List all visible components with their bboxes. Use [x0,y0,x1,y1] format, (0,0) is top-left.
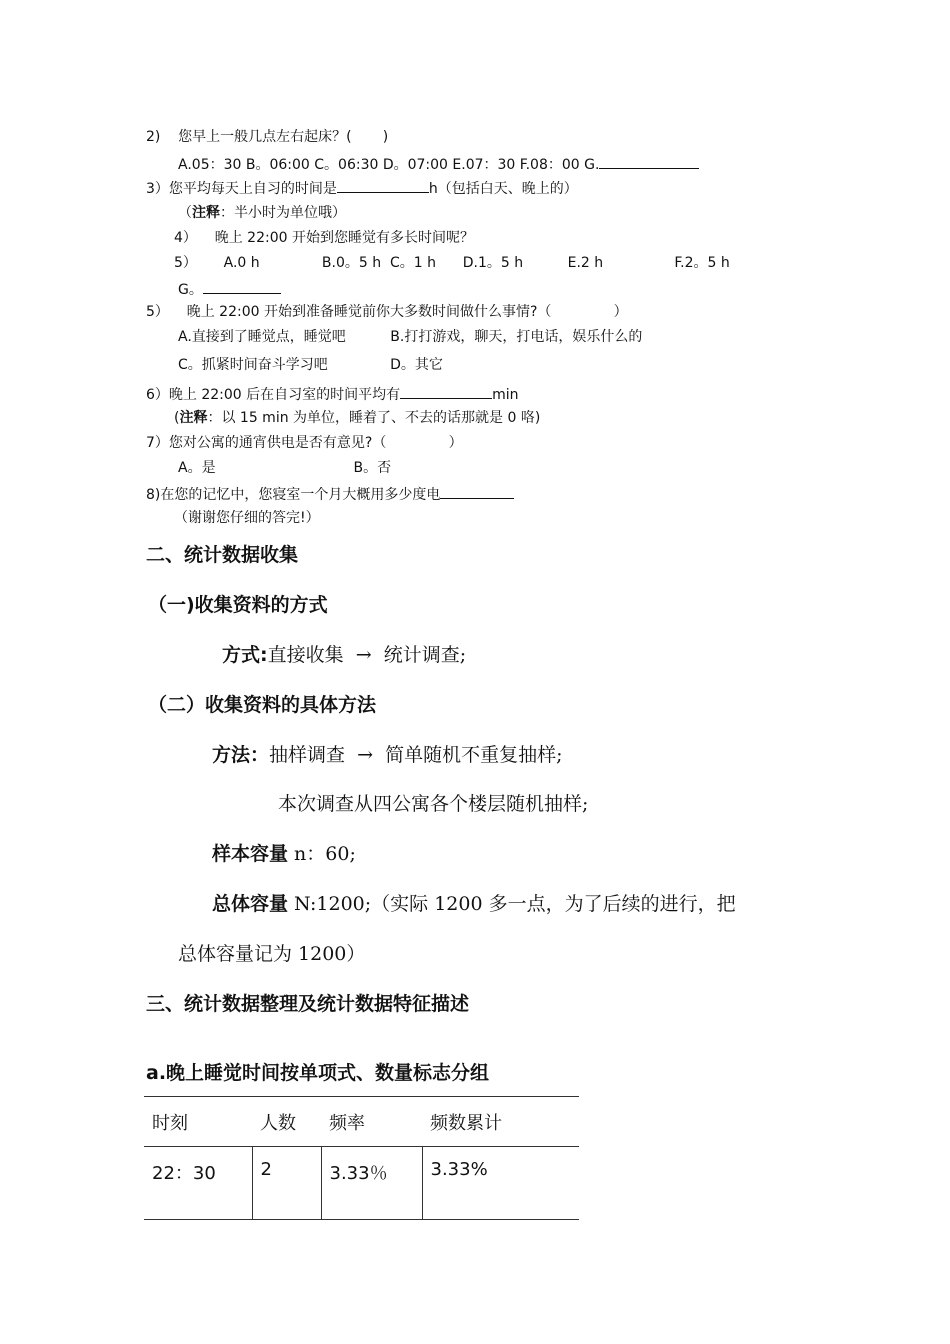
header-cumulative: 频数累计 [422,1097,579,1147]
section-3-title: 三、统计数据整理及统计数据特征描述 [146,993,470,1015]
question-4-option-g: G。 [178,279,281,299]
table-header-row [144,1097,579,1147]
question-4-options: 5） A.0 h B.0。5 h C。1 h D.1。5 h E.2 h F.2。5 h [174,255,730,271]
header-frequency: 频率 [321,1097,422,1147]
method-1: 方式:直接收集 → 统计调查; [222,644,467,666]
method-2-detail: 本次调查从四公寓各个楼层随机抽样; [278,793,589,815]
question-7: 7）您对公寓的通宵供电是否有意见?（ ） [146,435,463,451]
sample-size: 样本容量 n：60; [212,843,356,865]
question-2-options: A.05：30 B。06:00 C。06:30 D。07:00 E.07：30 F.08：00 G. [178,154,699,174]
table-row [144,1147,579,1220]
method-2: 方法：抽样调查 → 简单随机不重复抽样; [212,744,563,766]
question-5: 5） 晚上 22:00 开始到准备睡觉前你大多数时间做什么事情?（ ） [146,304,628,320]
header-time: 时刻 [144,1097,252,1147]
question-3: 3）您平均每天上自习的时间是 h（包括白天、晚上的） [146,178,578,198]
section-2-sub2: （二）收集资料的具体方法 [148,694,377,716]
cell-cumulative: 3.33% [422,1147,579,1220]
question-2: 2) 您早上一般几点左右起床？( ) [146,129,389,145]
question-6-note: (注释：以 15 min 为单位，睡着了、不去的话那就是 0 咯) [174,410,541,426]
question-6: 6）晚上 22:00 后在自习室的时间平均有 min [146,384,519,404]
question-8: 8)在您的记忆中，您寝室一个月大概用多少度电 [146,484,514,504]
cell-frequency: 3.33％ [321,1147,422,1220]
cell-count: 2 [252,1147,321,1220]
cell-time: 22：30 [144,1147,252,1220]
population-size-cont: 总体容量记为 1200） [178,943,366,965]
section-2-title: 二、统计数据收集 [146,544,299,566]
header-count: 人数 [252,1097,321,1147]
question-5-options-2: C。抓紧时间奋斗学习吧 D。其它 [178,357,443,373]
population-size: 总体容量 N:1200;（实际 1200 多一点，为了后续的进行，把 [212,893,736,915]
question-3-note: （注释：半小时为单位哦） [178,205,346,221]
section-2-sub1: （一)收集资料的方式 [148,594,328,616]
question-5-options-1: A.直接到了睡觉点，睡觉吧 B.打打游戏，聊天，打电话，娱乐什么的 [178,329,643,345]
frequency-table [144,1096,579,1220]
thanks-note: （谢谢您仔细的答完!） [174,510,320,526]
section-3-sub-a: a.晚上睡觉时间按单项式、数量标志分组 [146,1062,490,1084]
question-7-options: A。是 B。否 [178,460,392,476]
question-4: 4） 晚上 22:00 开始到您睡觉有多长时间呢？ [174,230,474,246]
